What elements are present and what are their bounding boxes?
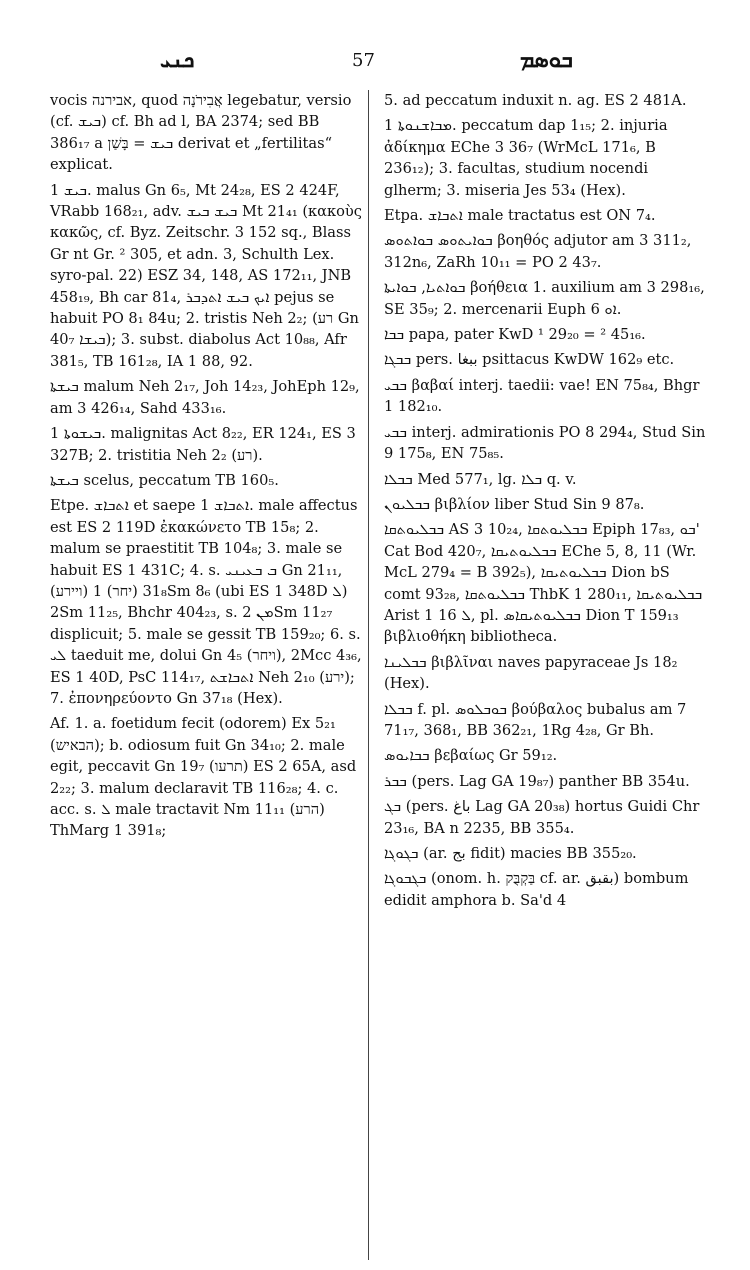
entry: ܒܒܠܐ f. pl. ܒܘܒܠܘܣ βούβαλος bubalus am 7 71₁₇, 368₁, BB 362₂₁, 1Rg 4₂₈, Gr Bh.: [384, 700, 687, 739]
entry: Af. 1. a. foetidum fecit (odorem) Ex 5₂₁ (הבאיש); b. odiosum fuit Gn 34₁₀; 2. male egit, peccavit Gn 19₇ (תרעו) ES 2 65A, asd 2₂₂; 3. malum declaravit TB 116₂₈; 4. c. acc. s. ܠ male tractavit Nm 11₁₁ (הרע) ThMarg 1 391₈;: [50, 715, 357, 840]
entry: ܒܒܠܝܘܢ βιβλίον liber Stud Sin 9 87₈.: [384, 495, 645, 513]
entry: ܒܝܫܘܬܐ 1. malignitas Act 8₂₂, ER 124₁, ES 3 327B; 2. tristitia Neh 2₂ (רע).: [50, 425, 356, 464]
running-head-right: ܒܘܣܡ: [520, 48, 573, 73]
entry: ܒܒܠܝܢܐ βιβλῖναι naves papyraceae Js 18₂ (Hex).: [384, 653, 678, 693]
page-header: [0, 38, 750, 78]
entry: Etpa. ܐܬܒܐܫ male tractatus est ON 7₄.: [384, 207, 656, 225]
entry: ܒܒܓܐ pers. ببغا psittacus KwDW 162₉ etc.: [384, 351, 675, 369]
entry: ܒܘܐܬܝܐ, ܒܘܐܝܬܐ βοήθεια 1. auxilium am 3 298₁₆, SE 35₉; 2. mercenarii Euph ܐܘ 6.: [384, 279, 705, 318]
column-divider: [368, 90, 369, 1260]
entry: ܡܒܐܫܢܘܬܐ 1. peccatum dap 1₁₅; 2. injuria ἀδίκημα EChe 3 36₇ (WrMcL 171₆, B 236₁₂); 3. facultas, studium nocendi glherm; 3. miseria Jes 53₄ (Hex).: [384, 117, 668, 199]
entry: ܒܘܐܝܬܘܣ ܒܘܐܬܘܣ βοηθός adjutor am 3 311₂, 312n₆, ZaRh 10₁₁ = PO 2 43₇.: [384, 232, 692, 271]
entry: ܒܝܫ 1. malus Gn 6₅, Mt 24₂₈, ES 2 424F, VRabb 168₂₁, adv. ܒܝܫ ܒܝܫ Mt 21₄₁ (κακοὺς κακῶς, cf. Byz. Zeitschr. 3 152 sq., Blass Gr nt Gr. ² 305, et adn. 3, Schulth Lex. syro-pal. 22) ESZ 34, 148, AS 172₁₁, JNB 458₁₉, Bh car 81₄, ܐܝܟ ܒܝܫ ܐܬܕܒܪ pejus se habuit PO 8₁ 84u; 2. tristis Neh 2₂; (רע Gn 40₇ ܒܝܫܐ); 3. subst. diabolus Act 10₈₈, Afr 381₅, TB 161₂₈, IA 1 88, 92.: [50, 181, 362, 370]
entry: 5. ad peccatum induxit n. ag. ES 2 481A.: [384, 92, 687, 109]
left-column: [50, 90, 362, 842]
entry: vocis אבירנה, quod אֲבִירֹנָה legebatur, versio (cf. ܒܝܫ) cf. Bh ad l, BA 2374; sed BB 386₁₇ a ܒܝܫ = בָּשַׁן derivat et „fertilitas“ explicat.: [50, 92, 352, 174]
entry: ܒܓ (pers. باغ Lag GA 20₃₈) hortus Guidi Chr 23₁₆, BA n 2235, BB 355₄.: [384, 798, 700, 837]
entry: ܒܒܠܝܘܬܩܐ AS 3 10₂₄, ܒܒܠܝܘܬܩܐ Epiph 17₈₃, ܒܘ' Cat Bod 420₇, ܒܒܠܝܘܬܝܩܐ EChe 5, 8, 11 (Wr. McL 279₄ = B 392₅), ܒܒܠܝܘܬܝܩܐ Dion bS comt 93₂₈, ܒܒܠܝܘܬܩܐ ThbK 1 280₁₁, ܒܒܠܝܘܬܝܩܐ Arist 1 ܠ 16, pl. ܒܒܠܝܘܬܝܩܐܣ Dion T 159₁₃ βιβλιοθήκη bibliotheca.: [384, 521, 703, 646]
entry: ܒܒܠܐ Med 577₁, lg. ܒܠܐ q. v.: [384, 470, 577, 488]
entry: ܒܒܐܝܘܣ βεβαίως Gr 59₁₂.: [384, 747, 558, 765]
entry: ܒܒܝ interj. admirationis PO 8 294₄, Stud Sin 9 175₈, EN 75₈₅.: [384, 423, 706, 463]
right-column: [384, 90, 706, 911]
entry: ܒܒܝ βαβαί interj. taedii: vae! EN 75₈₄, Bhgr 1 182₁₀.: [384, 376, 700, 416]
entry: Etpe. ܐܬܒܐܫ et saepe ܐܬܒܐܫ 1. male affectus est ES 2 119D ἐκακώνετο TB 15₈; 2. malum se praestitit TB 104₈; 3. male se habuit ES 1 431C; 4. s. ܒ ܒܥܝܢܝ Gn 21₁₁, (ויירע) 31₈ (יחר) 1Sm 8₆ (ubi ES 1 348D ܠ) 2Sm 11₂₅, Bhchr 404₂₃, s. ܡܢ 2Sm 11₂₇ displicuit; 5. male se gessit TB 159₂₀; 6. s. ܠܝ taeduit me, dolui Gn 4₅ (ויחר), 2Mcc 4₃₆, ES 1 40D, PsC 114₁₇, ܐܬܒܐܫܬ Neh 2₁₀ (ירע); 7. ἐπονηρεύοντο Gn 37₁₈ (Hex).: [50, 497, 362, 707]
running-head-left: ܟܢܝ: [160, 48, 195, 73]
page-number: 57: [352, 50, 375, 71]
entry: ܒܝܫܬܐ malum Neh 2₁₇, Joh 14₂₃, JohEph 12₉, am 3 426₁₄, Sahd 433₁₆.: [50, 378, 360, 417]
entry: ܒܓܘܓܐ (ar. بج fidit) macies BB 355₂₀.: [384, 845, 637, 862]
entry: ܒܓܒܘܓܐ (onom. h. בַּקְבֻּק cf. ar. بقبق) bombum edidit amphora b. Sa'd 4: [384, 870, 689, 909]
entry: ܒܒܐ papa, pater KwD ¹ 29₂₀ = ² 45₁₆.: [384, 326, 646, 344]
entry: ܒܒܪ (pers. Lag GA 19₈₇) panther BB 354u.: [384, 772, 690, 790]
entry: ܒܝܫܬܐ scelus, peccatum TB 160₅.: [50, 471, 279, 489]
